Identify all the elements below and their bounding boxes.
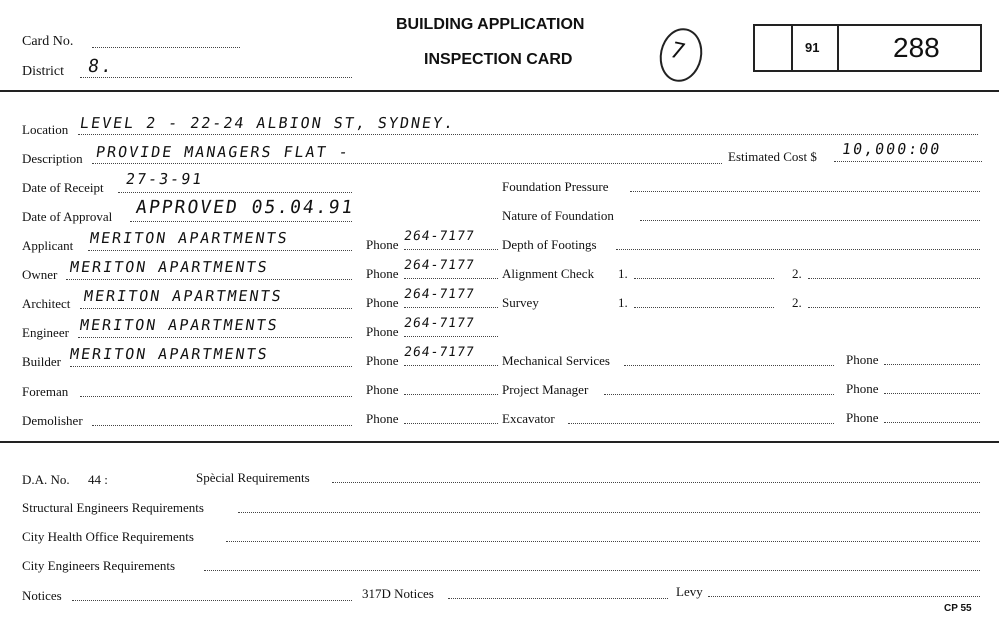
da-no-value: 44 : xyxy=(88,472,108,487)
top-rule xyxy=(0,90,999,92)
estimated-cost-label: Estimated Cost $ xyxy=(728,149,817,164)
builder-phone-value: 264-7177 xyxy=(402,345,476,360)
project-manager-phone-line xyxy=(884,393,980,394)
mechanical-services-line xyxy=(624,365,834,366)
survey-2-label: 2. xyxy=(792,295,802,310)
district-line xyxy=(80,77,352,78)
alignment-check-1-line xyxy=(634,278,774,279)
depth-of-footings-line xyxy=(616,249,980,250)
form-title-line2: INSPECTION CARD xyxy=(424,51,573,68)
owner-phone-label: Phone xyxy=(366,266,399,281)
survey-1-line xyxy=(634,307,774,308)
builder-value: MERITON APARTMENTS xyxy=(68,345,270,363)
applicant-phone-line xyxy=(404,249,498,250)
mechanical-services-label: Mechanical Services xyxy=(502,353,610,368)
engineer-label: Engineer xyxy=(22,325,69,340)
applicant-phone-value: 264-7177 xyxy=(402,229,476,244)
owner-phone-value: 264-7177 xyxy=(402,258,476,273)
alignment-check-2-label: 2. xyxy=(792,266,802,281)
applicant-label: Applicant xyxy=(22,238,74,253)
levy-label: Levy xyxy=(676,584,703,599)
alignment-check-1-label: 1. xyxy=(618,266,628,281)
form-title-line1: BUILDING APPLICATION xyxy=(396,16,585,33)
estimated-cost-line xyxy=(834,161,982,162)
nature-of-foundation-line xyxy=(640,220,980,221)
depth-of-footings-label: Depth of Footings xyxy=(502,237,597,252)
structural-engineers-label: Structural Engineers Requirements xyxy=(22,500,204,515)
foundation-pressure-label: Foundation Pressure xyxy=(502,179,609,194)
city-health-label: City Health Office Requirements xyxy=(22,529,194,544)
engineer-value: MERITON APARTMENTS xyxy=(78,316,280,334)
description-value: PROVIDE MANAGERS FLAT - xyxy=(94,143,351,161)
card-no-label: Card No. xyxy=(22,34,74,49)
alignment-check-2-line xyxy=(808,278,980,279)
foreman-phone-label: Phone xyxy=(366,382,399,397)
architect-phone-value: 264-7177 xyxy=(402,287,476,302)
box-card-number: 288 xyxy=(893,32,940,63)
engineer-line xyxy=(78,337,352,338)
owner-phone-line xyxy=(404,278,498,279)
owner-value: MERITON APARTMENTS xyxy=(68,258,270,276)
owner-label: Owner xyxy=(22,267,58,282)
excavator-label: Excavator xyxy=(502,411,555,426)
notices-line xyxy=(72,600,352,601)
district-label: District xyxy=(22,64,64,79)
date-of-approval-value: APPROVED 05.04.91 xyxy=(134,197,356,218)
architect-phone-line xyxy=(404,307,498,308)
demolisher-label: Demolisher xyxy=(22,413,83,428)
location-line xyxy=(78,134,978,135)
box-small-number: 91 xyxy=(805,40,820,55)
da-no-label: D.A. No. xyxy=(22,472,70,487)
applicant-phone-label: Phone xyxy=(366,237,399,252)
estimated-cost-value: 10,000:00 xyxy=(840,140,943,158)
notices-label: Notices xyxy=(22,588,62,603)
engineer-phone-line xyxy=(404,336,498,337)
architect-line xyxy=(80,308,352,309)
special-requirements-label: Spècial Requirements xyxy=(196,470,310,485)
foreman-label: Foreman xyxy=(22,384,69,399)
box-divider xyxy=(791,26,793,70)
builder-phone-line xyxy=(404,365,498,366)
card-number-box xyxy=(753,24,982,72)
project-manager-phone-label: Phone xyxy=(846,381,879,396)
demolisher-phone-label: Phone xyxy=(366,411,399,426)
builder-line xyxy=(70,366,352,367)
mechanical-services-phone-label: Phone xyxy=(846,352,879,367)
architect-phone-label: Phone xyxy=(366,295,399,310)
excavator-phone-line xyxy=(884,422,980,423)
foreman-line xyxy=(80,396,352,397)
foundation-pressure-line xyxy=(630,191,980,192)
date-of-receipt-label: Date of Receipt xyxy=(22,180,104,195)
middle-rule xyxy=(0,441,999,443)
mechanical-services-phone-line xyxy=(884,364,980,365)
date-of-approval-label: Date of Approval xyxy=(22,209,113,224)
architect-label: Architect xyxy=(22,296,71,311)
survey-1-label: 1. xyxy=(618,295,628,310)
architect-value: MERITON APARTMENTS xyxy=(82,287,284,305)
date-of-approval-line xyxy=(130,221,352,222)
card-no-line xyxy=(92,47,240,48)
demolisher-phone-line xyxy=(404,423,498,424)
city-engineers-label: City Engineers Requirements xyxy=(22,558,176,573)
description-label: Description xyxy=(22,151,83,166)
nature-of-foundation-label: Nature of Foundation xyxy=(502,208,614,223)
project-manager-label: Project Manager xyxy=(502,382,589,397)
317d-notices-label: 317D Notices xyxy=(362,586,434,601)
applicant-value: MERITON APARTMENTS xyxy=(88,229,290,247)
levy-line xyxy=(708,596,980,597)
structural-engineers-line xyxy=(238,512,980,513)
demolisher-line xyxy=(92,425,352,426)
foreman-phone-line xyxy=(404,394,498,395)
box-divider xyxy=(837,26,839,70)
circled-mark-text: 7 xyxy=(666,38,690,66)
survey-label: Survey xyxy=(502,295,539,310)
location-value: LEVEL 2 - 22-24 ALBION ST, SYDNEY. xyxy=(78,114,457,132)
engineer-phone-value: 264-7177 xyxy=(402,316,476,331)
builder-phone-label: Phone xyxy=(366,353,399,368)
form-code: CP 55 xyxy=(944,603,972,614)
special-requirements-line xyxy=(332,482,980,483)
survey-2-line xyxy=(808,307,980,308)
city-engineers-line xyxy=(204,570,980,571)
owner-line xyxy=(66,279,352,280)
317d-notices-line xyxy=(448,598,668,599)
date-of-receipt-value: 27-3-91 xyxy=(124,170,205,188)
circled-mark xyxy=(655,24,707,86)
district-value: 8. xyxy=(86,56,116,77)
location-label: Location xyxy=(22,122,69,137)
applicant-line xyxy=(88,250,352,251)
excavator-line xyxy=(568,423,834,424)
alignment-check-label: Alignment Check xyxy=(502,266,595,281)
excavator-phone-label: Phone xyxy=(846,410,879,425)
builder-label: Builder xyxy=(22,354,61,369)
description-line xyxy=(92,163,722,164)
project-manager-line xyxy=(604,394,834,395)
engineer-phone-label: Phone xyxy=(366,324,399,339)
city-health-line xyxy=(226,541,980,542)
date-of-receipt-line xyxy=(118,192,352,193)
